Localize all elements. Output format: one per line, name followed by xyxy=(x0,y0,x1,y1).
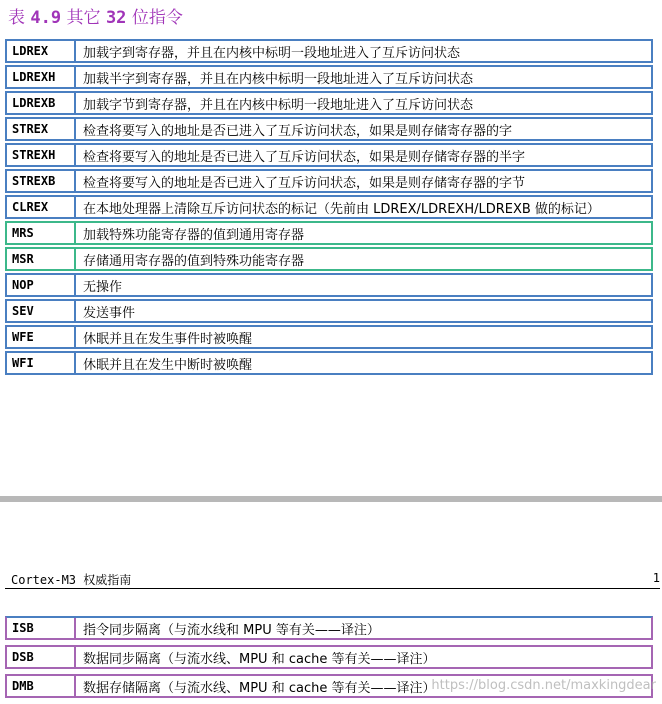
table-row xyxy=(5,299,653,323)
table-title-prefix: 表 xyxy=(8,8,25,28)
table-row xyxy=(5,645,653,669)
table-row xyxy=(5,351,653,375)
instruction-description: 休眠并且在发生事件时被唤醒 xyxy=(83,331,253,347)
instruction-description: 发送事件 xyxy=(83,305,136,321)
table-row xyxy=(5,195,653,219)
instruction-description: 在本地处理器上清除互斥访问状态的标记（先前由 LDREX/LDREXH/LDREXB 做的标记） xyxy=(83,201,600,217)
table-row xyxy=(5,91,653,115)
instruction-description: 数据存储隔离（与流水线、MPU 和 cache 等有关——译注） xyxy=(83,680,436,696)
instruction-description: 加载字到寄存器，并且在内核中标明一段地址进入了互斥访问状态 xyxy=(83,45,461,61)
instruction-name: DMB xyxy=(7,676,76,696)
instruction-description: 检查将要写入的地址是否已进入了互斥访问状态，如果是则存储寄存器的半字 xyxy=(83,149,526,165)
instruction-name: NOP xyxy=(7,275,76,295)
table-row xyxy=(5,247,653,271)
instruction-name: WFI xyxy=(7,353,76,373)
table-row xyxy=(5,117,653,141)
instruction-name: STREXB xyxy=(7,171,76,191)
instruction-description: 检查将要写入的地址是否已进入了互斥访问状态，如果是则存储寄存器的字 xyxy=(83,123,513,139)
instruction-name: CLREX xyxy=(7,197,76,217)
instruction-name: DSB xyxy=(7,647,76,667)
instruction-description: 指令同步隔离（与流水线和 MPU 等有关——译注） xyxy=(83,622,380,638)
table-row xyxy=(5,143,653,167)
instruction-name: LDREX xyxy=(7,41,76,61)
table-row xyxy=(5,169,653,193)
table-row xyxy=(5,39,653,63)
instruction-description: 无操作 xyxy=(83,279,123,295)
instruction-name: MSR xyxy=(7,249,76,269)
instruction-description: 检查将要写入的地址是否已进入了互斥访问状态，如果是则存储寄存器的字节 xyxy=(83,175,526,191)
table-title-text-b: 位指令 xyxy=(131,8,183,28)
instruction-name: LDREXB xyxy=(7,93,76,113)
table-row xyxy=(5,221,653,245)
instruction-name: STREX xyxy=(7,119,76,139)
instruction-description: 存储通用寄存器的值到特殊功能寄存器 xyxy=(83,253,305,269)
instruction-name: ISB xyxy=(7,618,76,638)
header-rule xyxy=(5,588,660,589)
instruction-description: 数据同步隔离（与流水线、MPU 和 cache 等有关——译注） xyxy=(83,651,436,667)
table-number: 4.9 xyxy=(30,8,62,28)
instruction-description: 休眠并且在发生中断时被唤醒 xyxy=(83,357,253,373)
table-row xyxy=(5,325,653,349)
table-row xyxy=(5,65,653,89)
watermark: https://blog.csdn.net/maxkingdear xyxy=(431,678,656,693)
instruction-description: 加载半字到寄存器，并且在内核中标明一段地址进入了互斥访问状态 xyxy=(83,71,474,87)
instruction-name: SEV xyxy=(7,301,76,321)
instruction-description: 加载字节到寄存器，并且在内核中标明一段地址进入了互斥访问状态 xyxy=(83,97,474,113)
instruction-name: MRS xyxy=(7,223,76,243)
table-title xyxy=(8,3,183,28)
table-title-text-a: 其它 xyxy=(66,8,101,28)
page-divider xyxy=(0,496,662,502)
table-title-bits: 32 xyxy=(105,8,127,28)
instruction-name: WFE xyxy=(7,327,76,347)
page-number: 1 xyxy=(652,571,660,585)
table-row xyxy=(5,616,653,640)
instruction-name: STREXH xyxy=(7,145,76,165)
page-running-header: Cortex-M3 权威指南 xyxy=(11,573,132,587)
instruction-description: 加载特殊功能寄存器的值到通用寄存器 xyxy=(83,227,305,243)
instruction-name: LDREXH xyxy=(7,67,76,87)
table-row xyxy=(5,273,653,297)
